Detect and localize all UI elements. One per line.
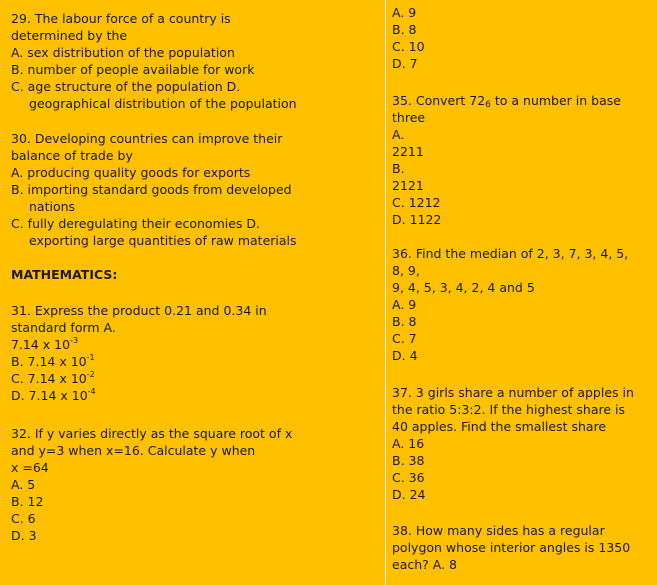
option-a: A. sex distribution of the population bbox=[11, 45, 235, 60]
question-stem: x =64 bbox=[11, 460, 49, 475]
option-a-value: 2211 bbox=[392, 144, 424, 159]
option-d: D. 1122 bbox=[392, 212, 442, 227]
option-d: D. 7.14 x $10^{-4}$ bbox=[11, 387, 96, 403]
option-c: C. 7 bbox=[392, 331, 417, 346]
question-stem: 30. Developing countries can improve their bbox=[11, 131, 283, 146]
question-stem: 9, 4, 5, 3, 4, 2, 4 and 5 bbox=[392, 280, 535, 295]
option-b-value: 2121 bbox=[392, 178, 424, 193]
question-stem: standard form A. bbox=[11, 320, 116, 335]
option-b: B. 8 bbox=[392, 314, 417, 329]
option-c: C. 36 bbox=[392, 470, 425, 485]
question-stem: 8, 9, bbox=[392, 263, 420, 278]
option-b: B. number of people available for work bbox=[11, 62, 255, 77]
option-b: B. bbox=[392, 161, 405, 176]
option-b: B. importing standard goods from developed bbox=[11, 182, 292, 197]
option-d: D. 4 bbox=[392, 348, 418, 363]
option-c: C. 7.14 x $10^{-2}$ bbox=[11, 370, 95, 386]
option-a: 7.14 x $10^{-3}$ bbox=[11, 336, 79, 352]
question-stem: 32. If y varies directly as the square root of x bbox=[11, 426, 293, 441]
option-a: A. bbox=[392, 127, 405, 142]
right-column bbox=[386, 0, 657, 585]
option-b-continued: nations bbox=[29, 199, 76, 214]
question-stem: the ratio 5:3:2. If the highest share is bbox=[392, 402, 625, 417]
option-b: B. 12 bbox=[11, 494, 44, 509]
option-b: B. 8 bbox=[392, 22, 417, 37]
option-d: D. 3 bbox=[11, 528, 37, 543]
question-stem: 36. Find the median of 2, 3, 7, 3, 4, 5, bbox=[392, 246, 629, 261]
option-d: exporting large quantities of raw materials bbox=[29, 233, 297, 248]
option-c: C. 1212 bbox=[392, 195, 441, 210]
question-stem: 35. Convert 726 to a number in base bbox=[392, 93, 621, 110]
question-stem: three bbox=[392, 110, 426, 125]
option-d: D. 7 bbox=[392, 56, 418, 71]
question-stem: 37. 3 girls share a number of apples in bbox=[392, 385, 634, 400]
option-d: geographical distribution of the population bbox=[29, 96, 297, 111]
option-c: C. 6 bbox=[11, 511, 36, 526]
question-stem: 31. Express the product 0.21 and 0.34 in bbox=[11, 303, 267, 318]
option-a: A. 9 bbox=[392, 5, 417, 20]
question-stem: 29. The labour force of a country is bbox=[11, 11, 231, 26]
option-b: B. 7.14 x $10^{-1}$ bbox=[11, 353, 95, 369]
option-a: A. 16 bbox=[392, 436, 425, 451]
question-stem: and y=3 when x=16. Calculate y when bbox=[11, 443, 256, 458]
option-c: C. 10 bbox=[392, 39, 425, 54]
option-b: B. 38 bbox=[392, 453, 425, 468]
section-heading: MATHEMATICS: bbox=[11, 267, 118, 282]
option-a: A. producing quality goods for exports bbox=[11, 165, 251, 180]
question-stem: determined by the bbox=[11, 28, 128, 43]
question-stem: each? A. 8 bbox=[392, 557, 457, 572]
question-stem: balance of trade by bbox=[11, 148, 133, 163]
question-stem: 38. How many sides has a regular bbox=[392, 523, 605, 538]
option-d: D. 24 bbox=[392, 487, 426, 502]
option-a: A. 9 bbox=[392, 297, 417, 312]
option-c: C. age structure of the population D. bbox=[11, 79, 241, 94]
question-stem: polygon whose interior angles is 1350 bbox=[392, 540, 631, 555]
option-c: C. fully deregulating their economies D. bbox=[11, 216, 260, 231]
question-stem: 40 apples. Find the smallest share bbox=[392, 419, 607, 434]
option-a: A. 5 bbox=[11, 477, 36, 492]
